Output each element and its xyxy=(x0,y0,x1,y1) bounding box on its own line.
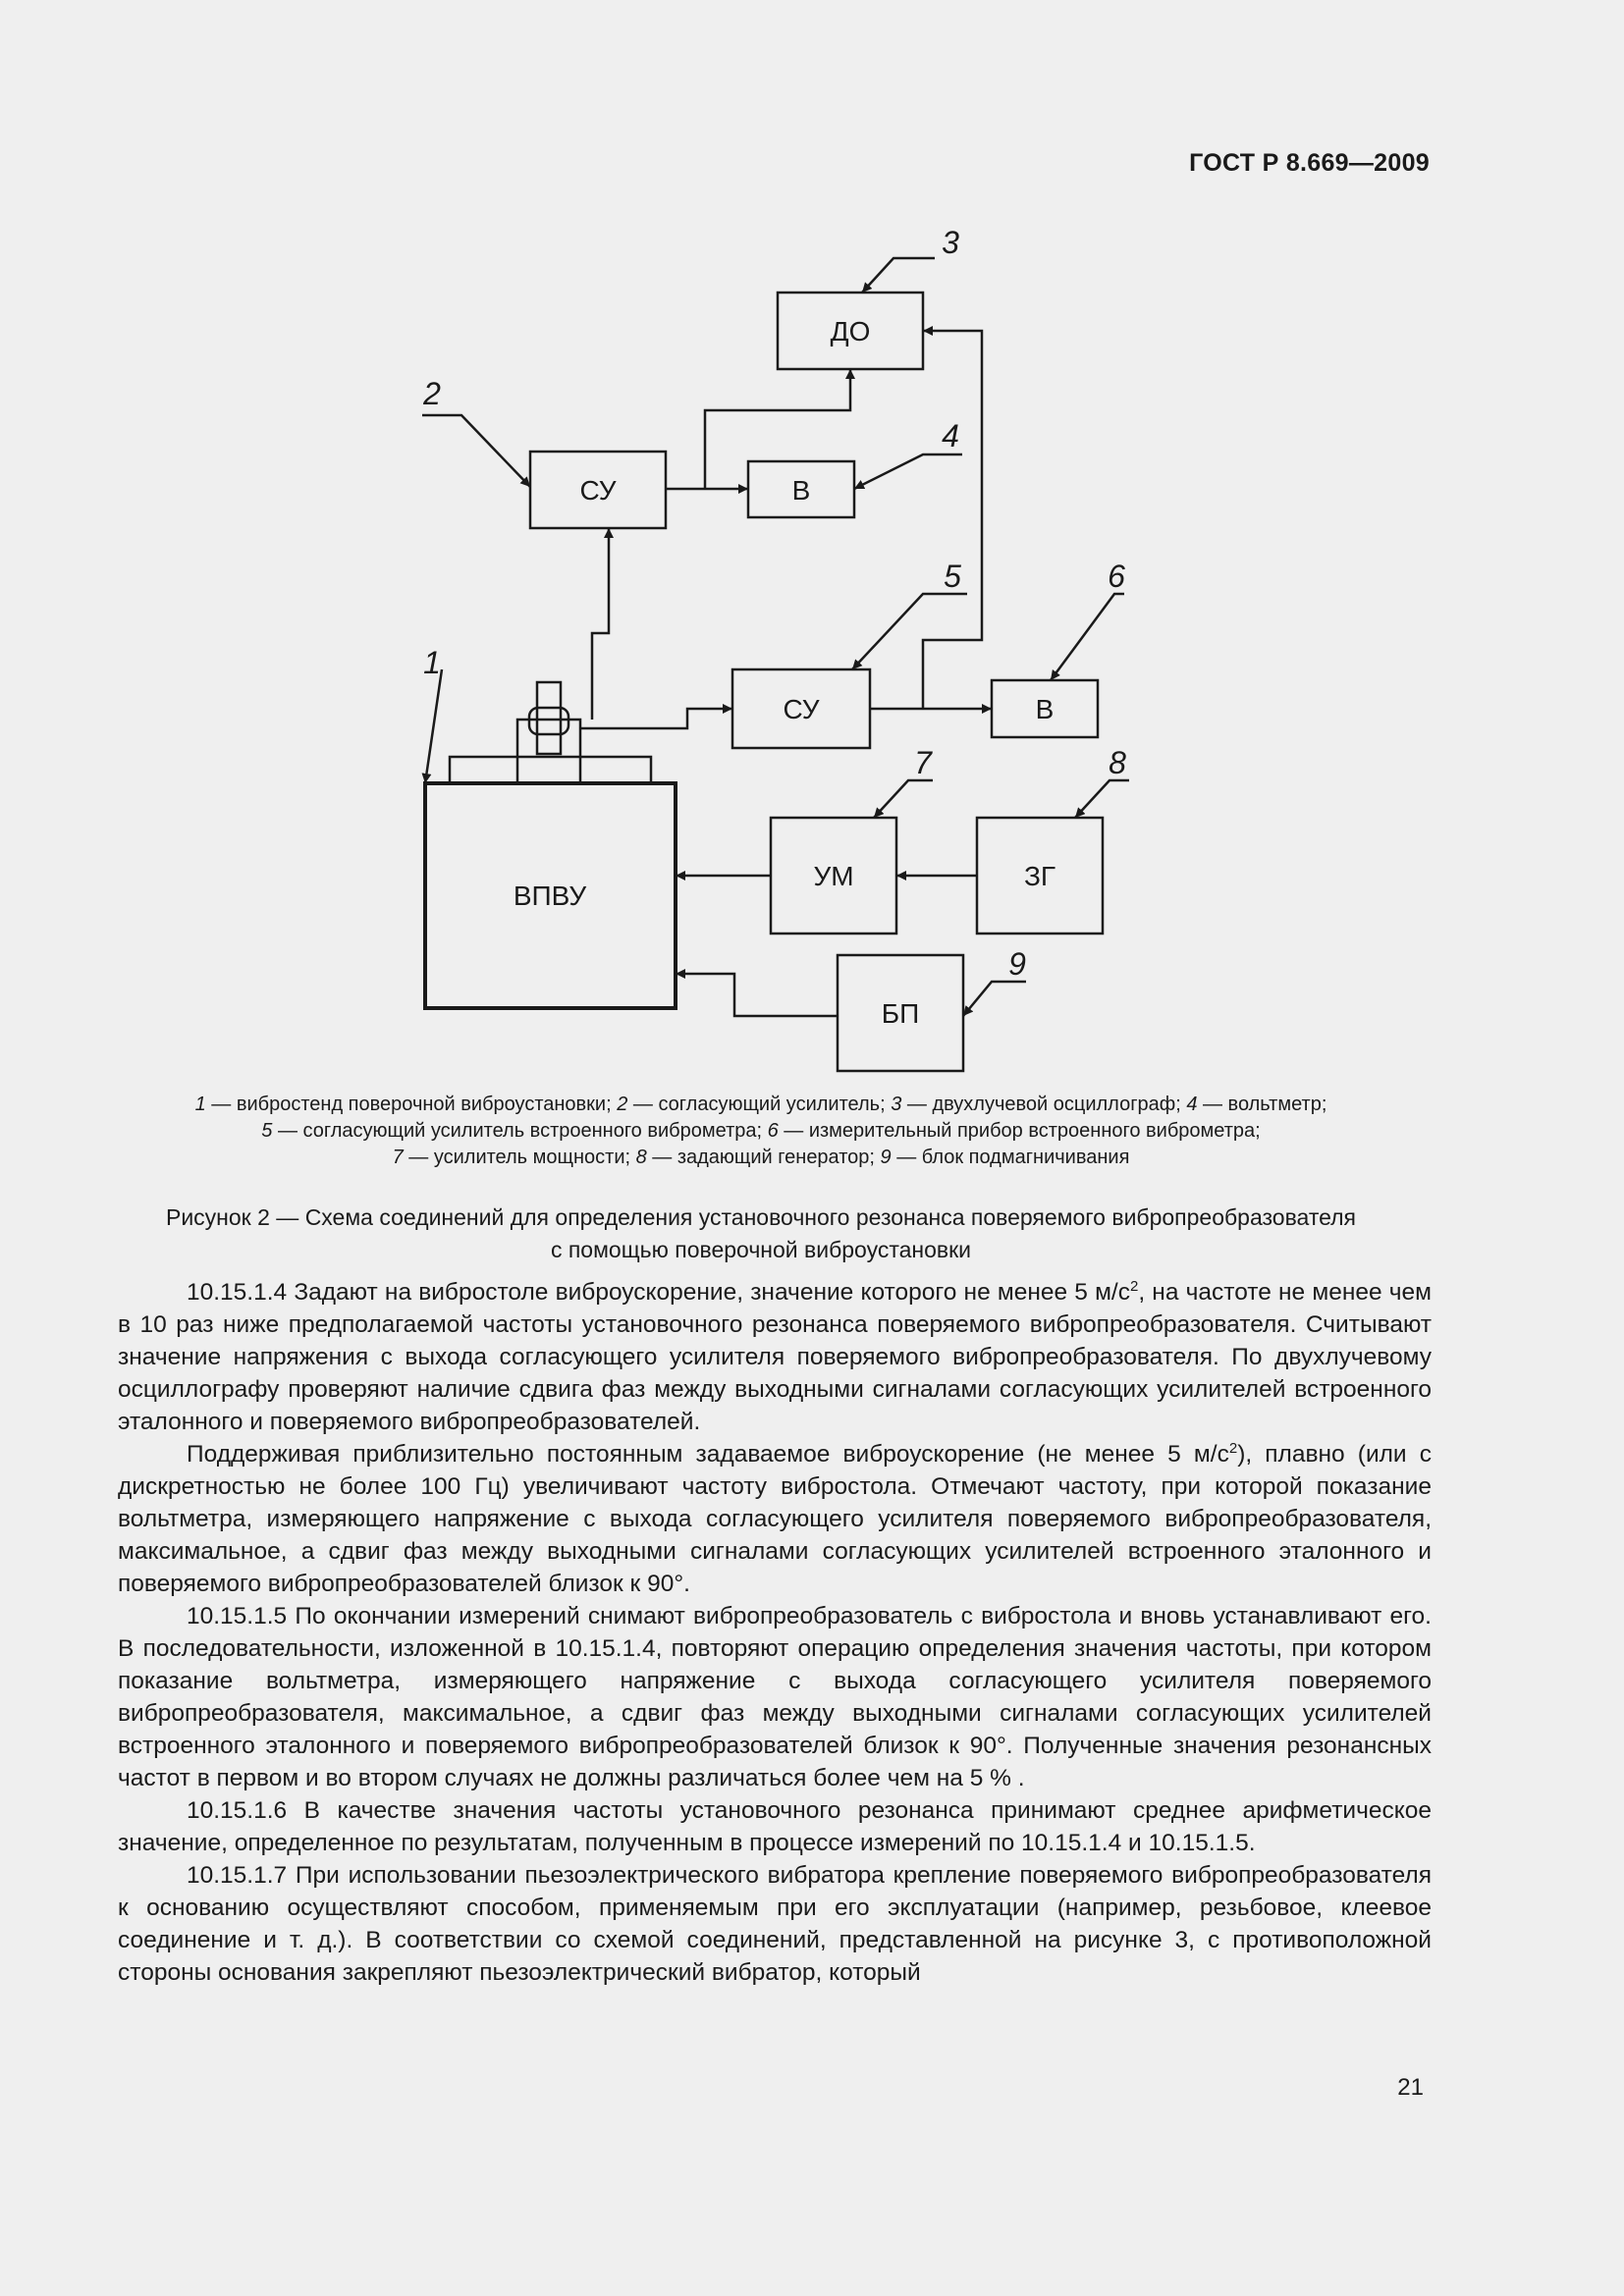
caption-line-1: Рисунок 2 — Схема соединений для определения установочного резонанса поверяемого вибропреобразователя xyxy=(165,1204,1356,1230)
label-v-mid: В xyxy=(1035,694,1055,724)
callout-5: 5 xyxy=(944,559,961,594)
label-do: ДО xyxy=(830,316,871,347)
callout-9: 9 xyxy=(1008,946,1026,982)
label-zg: ЗГ xyxy=(1023,861,1056,891)
transducer-top xyxy=(537,682,561,754)
callout-4: 4 xyxy=(942,418,959,454)
paragraph-10-15-1-5: 10.15.1.5 По окончании измерений снимают вибропреобразователь с вибростола и вновь устанавливают его. В последовательности, изложенной в 10.15.1.4, повторяют операцию определения значения частоты, при котором показание вольтметра, измеряющего напряжение с выхода согласующего усилителя поверяемого вибропреобразователя, максимальное, а сдвиг фаз между выходными сигналами согласующих усилителей встроенного эталонного и поверяемого вибропреобразователей близок к 90°. Полученные значения резонансных частот в первом и во втором случаях не должны различаться более чем на 5 % . xyxy=(118,1603,1432,1791)
caption-line-2: с помощью поверочной виброустановки xyxy=(550,1237,972,1262)
callout-2: 2 xyxy=(423,376,441,411)
label-su-top: СУ xyxy=(579,475,617,506)
label-v-top: В xyxy=(791,475,811,506)
paragraph-10-15-1-4-cont: Поддерживая приблизительно постоянным задаваемое виброускорение (не менее 5 $м/с^2$), плавно (или с дискретностью не более 100 Гц) увеличивают частоту вибростола. Отмечают частоту, при которой показание вольтметра, измеряющего напряжение с выхода согласующего усилителя поверяемого вибропреобразователя, максимальное, а сдвиг фаз между выходными сигналами согласующих усилителей встроенного эталонного и поверяемого вибропреобразователей близок к 90°. xyxy=(118,1439,1433,1597)
callout-6: 6 xyxy=(1108,559,1125,594)
mount-plate xyxy=(450,757,651,783)
callout-7: 7 xyxy=(914,745,932,780)
paragraph-10-15-1-7: 10.15.1.7 При использовании пьезоэлектрического вибратора крепление поверяемого вибропреобразователя к основанию осуществляют способом, применяемым при его эксплуатации (например, резьбовое, клеевое соединение и т. д.). В соответствии со схемой соединений, представленной на рисунке 3, с противоположной стороны основания закрепляют пьезоэлектрический вибратор, который xyxy=(118,1862,1432,1986)
label-bp: БП xyxy=(881,998,920,1029)
callout-8: 8 xyxy=(1109,745,1126,780)
connection-diagram xyxy=(0,0,1624,1090)
body-text xyxy=(118,1276,1432,1989)
transducer-nut xyxy=(529,708,568,734)
paragraph-10-15-1-4: 10.15.1.4 Задают на вибростоле виброускорение, значение которого не менее 5 $м/с^2$, на частоте не менее чем в 10 раз ниже предполагаемой частоты установочного резонанса поверяемого вибропреобразователя. Считывают значение напряжения с выхода согласующего усилителя поверяемого вибропреобразователя. По двухлучевому осциллографу проверяют наличие сдвига фаз между выходными сигналами согласующих усилителей встроенного эталонного и поверяемого вибропреобразователей. xyxy=(118,1277,1433,1435)
label-vpvu: ВПВУ xyxy=(513,881,587,911)
callout-1: 1 xyxy=(423,645,441,680)
legend-row-1: 1 — вибростенд поверочной виброустановки; 2 — согласующий усилитель; 3 — двухлучевой осциллограф; 4 — вольтметр; xyxy=(194,1094,1327,1115)
label-um: УМ xyxy=(813,861,854,891)
legend-row-2: 5 — согласующий усилитель встроенного виброметра; 6 — измерительный прибор встроенного виброметра; xyxy=(261,1120,1261,1142)
legend-row-3: 7 — усилитель мощности; 8 — задающий генератор; 9 — блок подмагничивания xyxy=(392,1147,1130,1168)
label-su-mid: СУ xyxy=(783,694,820,724)
figure-caption xyxy=(118,1201,1404,1266)
figure-legend xyxy=(118,1092,1404,1171)
paragraph-10-15-1-6: 10.15.1.6 В качестве значения частоты установочного резонанса принимают среднее арифметическое значение, определенное по результатам, полученным в процессе измерений по 10.15.1.4 и 10.15.1.5. xyxy=(118,1797,1432,1856)
document-code: ГОСТ Р 8.669—2009 xyxy=(1189,149,1430,177)
transducer-body xyxy=(517,720,580,783)
callout-3: 3 xyxy=(942,225,959,260)
page-number: 21 xyxy=(1397,2074,1424,2101)
